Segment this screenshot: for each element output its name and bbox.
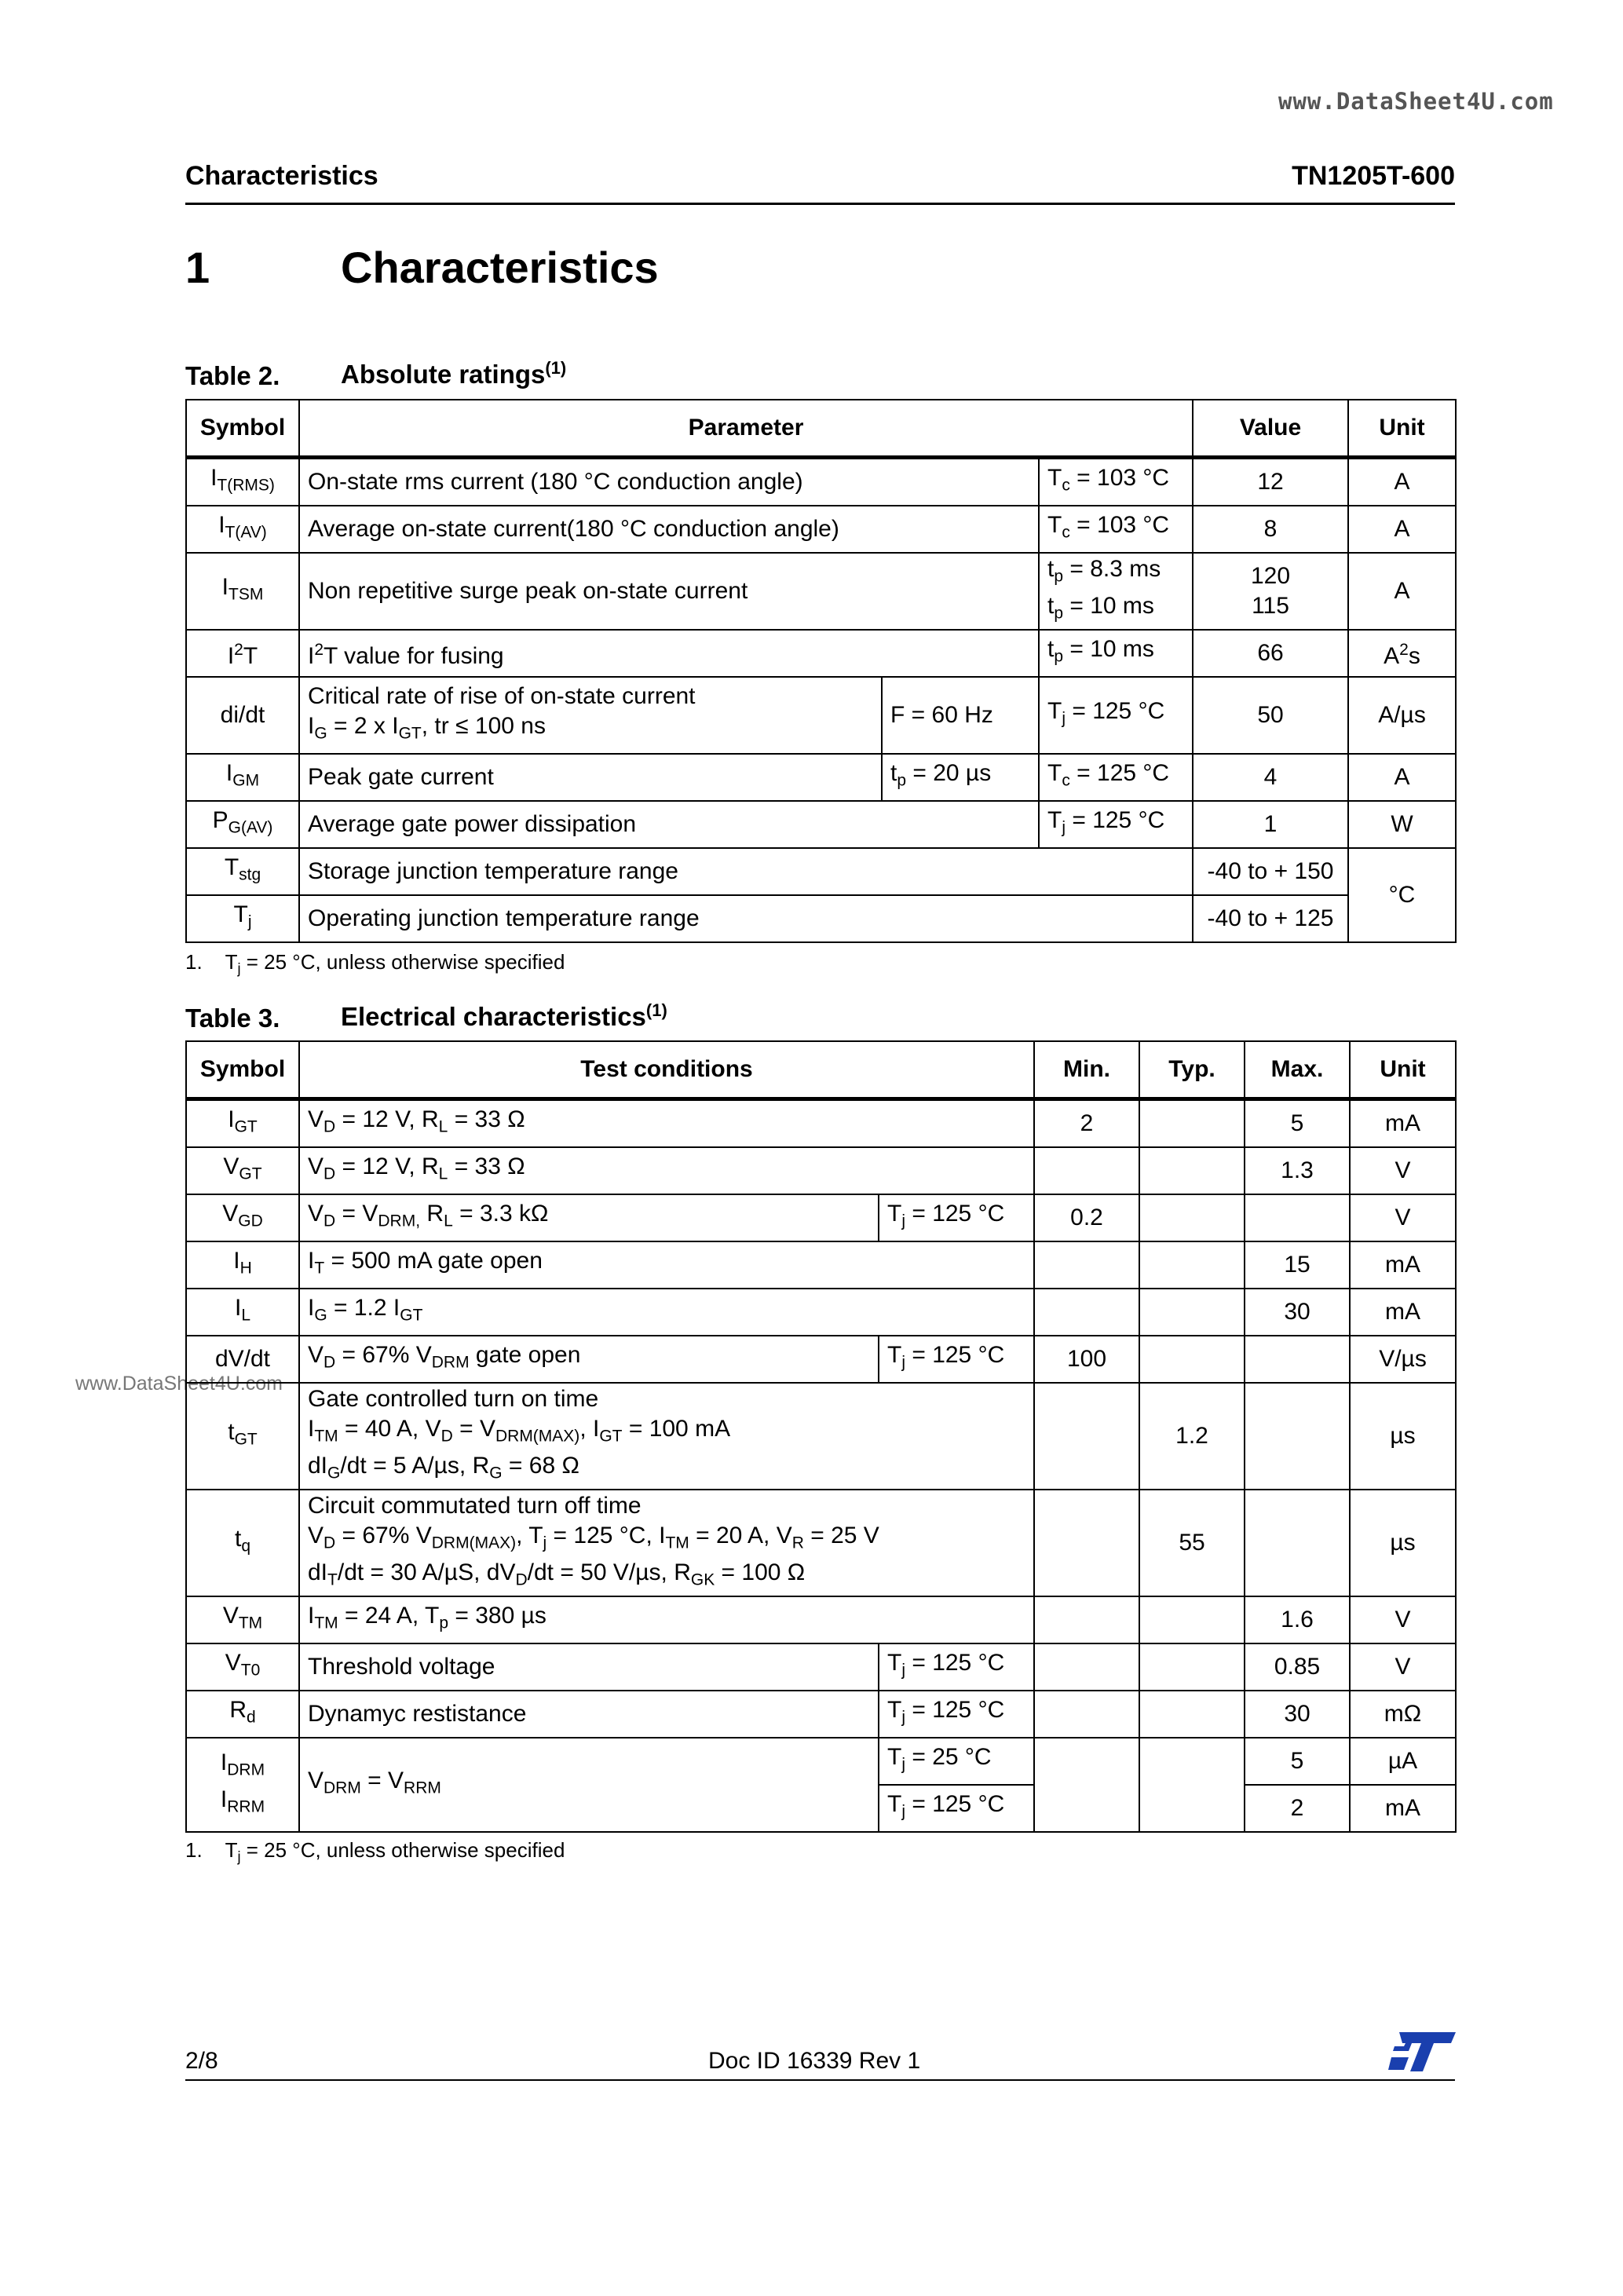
table-row <box>186 553 1456 630</box>
symbol-cell: $V_{TM}$ <box>186 1596 299 1643</box>
max-cell: 30 <box>1245 1289 1350 1336</box>
symbol-cell: $I_{GM}$ <box>186 754 299 801</box>
temperature-cell: $T_j = 125$ °C <box>879 1691 1034 1738</box>
min-cell <box>1034 1738 1139 1832</box>
symbol-cell: $I_{DRM}$ $I_{RRM}$ <box>186 1738 299 1832</box>
condition-cell: $V_D = 67\%$ $V_{DRM}$ gate open <box>299 1336 879 1383</box>
table-row <box>186 1241 1456 1289</box>
condition-cell: $T_c = 103$ °C <box>1039 506 1193 553</box>
value-cell: 12 <box>1193 458 1348 506</box>
typ-cell <box>1139 1691 1245 1738</box>
symbol-cell: $I^2T$ <box>186 630 299 677</box>
typ-cell <box>1139 1194 1245 1241</box>
table-row <box>186 1383 1456 1490</box>
max-cell: 0.85 <box>1245 1643 1350 1691</box>
temperature-cell: $T_j = 125$ °C <box>879 1194 1034 1241</box>
col-symbol: Symbol <box>186 1041 299 1099</box>
table-row <box>186 458 1456 506</box>
condition-cell: Dynamyc restistance <box>299 1691 879 1738</box>
table-row <box>186 848 1456 895</box>
table-row <box>186 630 1456 677</box>
typ-cell: 55 <box>1139 1490 1245 1596</box>
watermark-top: www.DataSheet4U.com <box>1278 88 1554 115</box>
col-value: Value <box>1193 400 1348 458</box>
value-cell: 1 <box>1193 801 1348 848</box>
table2-footnote: 1. $T_j = 25$ °C, unless otherwise specified <box>185 950 565 977</box>
max-cell: 30 <box>1245 1691 1350 1738</box>
condition-cell: $T_j = 125$ °C <box>1039 677 1193 754</box>
table-header-row <box>186 1041 1456 1099</box>
symbol-cell: $I_{T(AV)}$ <box>186 506 299 553</box>
table-row <box>186 1490 1456 1596</box>
running-header-left: Characteristics <box>185 161 378 191</box>
col-symbol: Symbol <box>186 400 299 458</box>
condition-cell: $I_G = 1.2$ $I_{GT}$ <box>299 1289 1034 1336</box>
max-cell: 1.3 <box>1245 1147 1350 1194</box>
symbol-cell: $R_d$ <box>186 1691 299 1738</box>
unit-cell: µA <box>1350 1738 1456 1785</box>
table-row <box>186 895 1456 942</box>
parameter-cell: Storage junction temperature range <box>299 848 1193 895</box>
value-cell: 50 <box>1193 677 1348 754</box>
unit-cell: °C <box>1348 848 1456 942</box>
table-row <box>186 801 1456 848</box>
value-cell: 66 <box>1193 630 1348 677</box>
symbol-cell: $T_{stg}$ <box>186 848 299 895</box>
parameter-cell: Operating junction temperature range <box>299 895 1193 942</box>
max-cell: 5 <box>1245 1738 1350 1785</box>
unit-cell: A <box>1348 754 1456 801</box>
symbol-cell: $I_{T(RMS)}$ <box>186 458 299 506</box>
condition-cell: Circuit commutated turn off time $V_D = 67\%$ $V_{DRM(MAX)}$, $T_j = 125$ °C, $I_{TM} = 20$ A, $V_R = 25$ V $dI_T/dt = 30$ A/µS, $dV_D/dt = 50$ V/µs, $R_{GK} = 100$ Ω <box>299 1490 1034 1596</box>
parameter-cell: Non repetitive surge peak on-state current <box>299 553 1039 630</box>
unit-cell: $A^2s$ <box>1348 630 1456 677</box>
min-cell <box>1034 1596 1139 1643</box>
typ-cell <box>1139 1596 1245 1643</box>
condition-cell: $t_p = 10$ ms <box>1039 630 1193 677</box>
unit-cell: V <box>1350 1147 1456 1194</box>
max-cell: 5 <box>1245 1099 1350 1148</box>
typ-cell <box>1139 1289 1245 1336</box>
table-header-row <box>186 400 1456 458</box>
typ-cell <box>1139 1643 1245 1691</box>
unit-cell: A <box>1348 553 1456 630</box>
table-row <box>186 1738 1456 1785</box>
typ-cell <box>1139 1336 1245 1383</box>
parameter-cell: Peak gate current <box>299 754 882 801</box>
table-row <box>186 1147 1456 1194</box>
value-cell: 120 115 <box>1193 553 1348 630</box>
symbol-cell: $P_{G(AV)}$ <box>186 801 299 848</box>
condition-cell: $T_c = 125$ °C <box>1039 754 1193 801</box>
parameter-cell: Critical rate of rise of on-state current $I_G = 2$ x $I_{GT}$, tr ≤ 100 ns <box>299 677 882 754</box>
parameter-cell: Average gate power dissipation <box>299 801 1039 848</box>
temperature-cell: $T_j = 125$ °C <box>879 1643 1034 1691</box>
unit-cell: µs <box>1350 1383 1456 1490</box>
max-cell: 1.6 <box>1245 1596 1350 1643</box>
table-row <box>186 1099 1456 1148</box>
value-cell: 4 <box>1193 754 1348 801</box>
typ-cell <box>1139 1147 1245 1194</box>
typ-cell <box>1139 1738 1245 1832</box>
table-row <box>186 1289 1456 1336</box>
col-unit: Unit <box>1350 1041 1456 1099</box>
header-rule <box>185 203 1455 205</box>
typ-cell <box>1139 1099 1245 1148</box>
extra-condition-cell: F = 60 Hz <box>882 677 1039 754</box>
symbol-cell: $I_H$ <box>186 1241 299 1289</box>
table3-title: Electrical characteristics$^{(1)}$ <box>341 1000 667 1031</box>
min-cell <box>1034 1289 1139 1336</box>
min-cell <box>1034 1241 1139 1289</box>
symbol-cell: $t_{GT}$ <box>186 1383 299 1490</box>
unit-cell: mΩ <box>1350 1691 1456 1738</box>
unit-cell: W <box>1348 801 1456 848</box>
max-cell <box>1245 1490 1350 1596</box>
unit-cell: V <box>1350 1194 1456 1241</box>
running-header-right: TN1205T-600 <box>1292 161 1455 191</box>
unit-cell: A <box>1348 458 1456 506</box>
condition-cell: Threshold voltage <box>299 1643 879 1691</box>
extra-condition-cell: $t_p = 20$ µs <box>882 754 1039 801</box>
symbol-cell: $T_j$ <box>186 895 299 942</box>
min-cell <box>1034 1383 1139 1490</box>
condition-cell: Gate controlled turn on time $I_{TM} = 40$ A, $V_D = V_{DRM(MAX)}$, $I_{GT} = 100$ mA $dI_G/dt = 5$ A/µs, $R_G = 68$ Ω <box>299 1383 1034 1490</box>
min-cell <box>1034 1691 1139 1738</box>
watermark-side: www.DataSheet4U.com <box>75 1373 283 1395</box>
table3-footnote: 1. $T_j = 25$ °C, unless otherwise specified <box>185 1838 565 1865</box>
value-cell: -40 to + 150 <box>1193 848 1348 895</box>
unit-cell: V <box>1350 1643 1456 1691</box>
min-cell <box>1034 1490 1139 1596</box>
min-cell <box>1034 1643 1139 1691</box>
symbol-cell: di/dt <box>186 677 299 754</box>
table2-title: Absolute ratings$^{(1)}$ <box>341 358 567 389</box>
condition-cell: $V_D = 12$ V, $R_L = 33$ Ω <box>299 1147 1034 1194</box>
table-row <box>186 754 1456 801</box>
st-logo-icon <box>1388 2029 1456 2073</box>
unit-cell: A/µs <box>1348 677 1456 754</box>
condition-cell: $V_D = 12$ V, $R_L = 33$ Ω <box>299 1099 1034 1148</box>
condition-cell: $T_c = 103$ °C <box>1039 458 1193 506</box>
condition-cell: $t_p = 8.3$ ms $t_p = 10$ ms <box>1039 553 1193 630</box>
typ-cell: 1.2 <box>1139 1383 1245 1490</box>
condition-cell: $V_D = V_{DRM,}$ $R_L = 3.3$ kΩ <box>299 1194 879 1241</box>
max-cell: 2 <box>1245 1785 1350 1832</box>
symbol-cell: $I_L$ <box>186 1289 299 1336</box>
condition-cell: $I_{TM} = 24$ A, $T_p = 380$ µs <box>299 1596 1034 1643</box>
table3-electrical-characteristics <box>185 1040 1457 1833</box>
unit-cell: mA <box>1350 1241 1456 1289</box>
unit-cell: A <box>1348 506 1456 553</box>
table-row <box>186 506 1456 553</box>
col-test-conditions: Test conditions <box>299 1041 1034 1099</box>
parameter-cell: On-state rms current (180 °C conduction angle) <box>299 458 1039 506</box>
parameter-cell: $I^2T$ value for fusing <box>299 630 1039 677</box>
max-cell: 15 <box>1245 1241 1350 1289</box>
unit-cell: V <box>1350 1596 1456 1643</box>
value-cell: -40 to + 125 <box>1193 895 1348 942</box>
condition-cell: $V_{DRM} = V_{RRM}$ <box>299 1738 879 1832</box>
symbol-cell: $I_{TSM}$ <box>186 553 299 630</box>
table2-label: Table 2. <box>185 361 280 390</box>
table3-label: Table 3. <box>185 1004 280 1033</box>
col-parameter: Parameter <box>299 400 1193 458</box>
min-cell <box>1034 1147 1139 1194</box>
unit-cell: V/µs <box>1350 1336 1456 1383</box>
footer-rule <box>185 2079 1455 2081</box>
value-cell: 8 <box>1193 506 1348 553</box>
min-cell: 100 <box>1034 1336 1139 1383</box>
temperature-cell: $T_j = 125$ °C <box>879 1785 1034 1832</box>
col-typ: Typ. <box>1139 1041 1245 1099</box>
temperature-cell: $T_j = 25$ °C <box>879 1738 1034 1785</box>
col-min: Min. <box>1034 1041 1139 1099</box>
unit-cell: µs <box>1350 1490 1456 1596</box>
page-number: 2/8 <box>185 2048 218 2074</box>
symbol-cell: $V_{GT}$ <box>186 1147 299 1194</box>
table-row <box>186 1596 1456 1643</box>
max-cell <box>1245 1194 1350 1241</box>
max-cell <box>1245 1336 1350 1383</box>
table-row <box>186 1643 1456 1691</box>
parameter-cell: Average on-state current(180 °C conduction angle) <box>299 506 1039 553</box>
symbol-cell: $I_{GT}$ <box>186 1099 299 1148</box>
table-row <box>186 1691 1456 1738</box>
table-row <box>186 677 1456 754</box>
col-max: Max. <box>1245 1041 1350 1099</box>
temperature-cell: $T_j = 125$ °C <box>879 1336 1034 1383</box>
symbol-cell: dV/dt <box>186 1336 299 1383</box>
unit-cell: mA <box>1350 1289 1456 1336</box>
condition-cell: $I_T = 500$ mA gate open <box>299 1241 1034 1289</box>
table-row <box>186 1194 1456 1241</box>
condition-cell: $T_j = 125$ °C <box>1039 801 1193 848</box>
max-cell <box>1245 1383 1350 1490</box>
col-unit: Unit <box>1348 400 1456 458</box>
section-number: 1 <box>185 243 210 292</box>
symbol-cell: $V_{GD}$ <box>186 1194 299 1241</box>
min-cell: 2 <box>1034 1099 1139 1148</box>
doc-id: Doc ID 16339 Rev 1 <box>708 2048 921 2074</box>
symbol-cell: $V_{T0}$ <box>186 1643 299 1691</box>
symbol-cell: $t_q$ <box>186 1490 299 1596</box>
typ-cell <box>1139 1241 1245 1289</box>
table2-absolute-ratings <box>185 399 1457 943</box>
unit-cell: mA <box>1350 1099 1456 1148</box>
table-row <box>186 1336 1456 1383</box>
section-title: Characteristics <box>341 243 659 292</box>
min-cell: 0.2 <box>1034 1194 1139 1241</box>
unit-cell: mA <box>1350 1785 1456 1832</box>
